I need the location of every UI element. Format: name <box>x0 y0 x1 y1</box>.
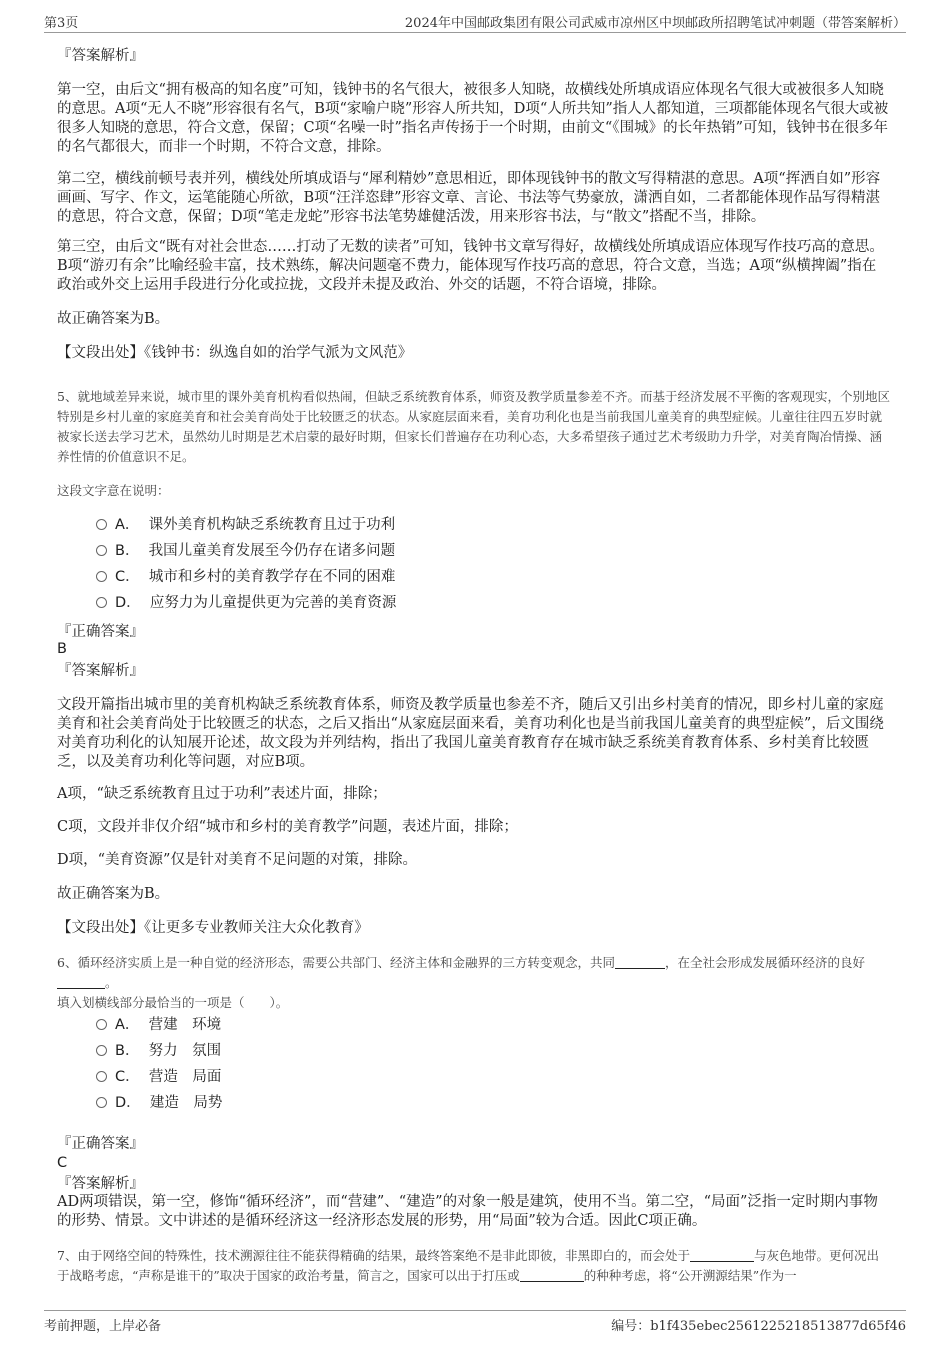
q5-note-c: C项，文段并非仅介绍“城市和乡村的美育教学”问题，表述片面，排除； <box>57 819 518 835</box>
q4-analysis-label: 『答案解析』 <box>57 48 144 64</box>
q5-answer: B <box>57 641 67 657</box>
radio-icon[interactable] <box>96 571 107 582</box>
radio-icon[interactable] <box>96 1071 107 1082</box>
q6-stem: 6、循环经济实质上是一种自觉的经济形态，需要公共部门、经济主体和金融界的三方转变观念，共同 ，在全社会形成发展循环经济的良好。 <box>57 955 865 990</box>
source-label: 【文段出处】 <box>57 920 144 936</box>
q5-analysis: 文段开篇指出城市里的美育机构缺乏系统教育体系，师资及教学质量也参差不齐，随后又引出乡村美育的情况，即乡村儿童的家庭美育和社会美育尚处于比较匮乏的状态，之后又指出“从家庭层面来看，美育功利化也是当前我国儿童美育的典型症候”，后文围绕对美育功利化的认知展开论述，故文段为并列结构，指出了我国儿童美育教育存在城市缺乏系统美育教育体系、乡村美育比较匮乏，以及美育功利化等问题，对应B项。 <box>57 697 884 770</box>
q5-option-b[interactable]: B． 我国儿童美育发展至今仍存在诸多问题 <box>96 540 395 562</box>
q4-source <box>57 344 890 363</box>
q5-note-d: D项，“美育资源”仅是针对美育不足问题的对策，排除。 <box>57 852 417 868</box>
q5-question: 这段文字意在说明： <box>57 483 170 498</box>
page-number: 第3页 <box>44 16 79 31</box>
radio-icon[interactable] <box>96 1097 107 1108</box>
q5-answer-label: 『正确答案』 <box>57 624 144 640</box>
radio-icon[interactable] <box>96 597 107 608</box>
radio-icon[interactable] <box>96 519 107 530</box>
document-title: 2024年中国邮政集团有限公司武威市凉州区中坝邮政所招聘笔试冲刺题（带答案解析） <box>404 16 906 31</box>
radio-icon[interactable] <box>96 1019 107 1030</box>
source-title: 《钱钟书：纵逸自如的治学气派为文风范》 <box>144 345 413 361</box>
q5-conclusion: 故正确答案为B。 <box>57 886 170 902</box>
q6-analysis-label: 『答案解析』 <box>57 1176 144 1192</box>
page-header <box>44 10 906 33</box>
q6-answer: C <box>57 1155 68 1171</box>
q5-note-a: A项，“缺乏系统教育且过于功利”表述片面，排除； <box>57 786 387 802</box>
source-title: 《让更多专业教师关注大众化教育》 <box>144 920 369 936</box>
q7-stem: 7、由于网络空间的特殊性，技术溯源往往不能获得精确的结果，最终答案绝不是非此即彼，非黑即白的，而会处于 与灰色地带。更何况出于战略考虑，“声称是谁干的”取决于国家的政治考量，简言之，国家可以出于打压或 的种种考虑，将“公开溯源结果”作为一 <box>57 1248 879 1283</box>
q6-option-c[interactable]: C． 营造 局面 <box>96 1066 221 1088</box>
q6-option-a[interactable]: A． 营建 环境 <box>96 1014 221 1036</box>
q6-option-b[interactable]: B． 努力 氛围 <box>96 1040 221 1062</box>
fill-blank-1 <box>690 1247 754 1262</box>
fill-blank-2 <box>57 974 105 989</box>
footer-slogan: 考前押题，上岸必备 <box>44 1319 162 1334</box>
q5-option-d[interactable]: D． 应努力为儿童提供更为完善的美育资源 <box>96 592 396 614</box>
radio-icon[interactable] <box>96 1045 107 1056</box>
q4-analysis-para-1: 第一空，由后文“拥有极高的知名度”可知，钱钟书的名气很大，被很多人知晓，故横线处所填成语应体现名气很大或被很多人知晓的意思。A项“无人不晓”形容很有名气，B项“家喻户晓”形容人所共知，D项“人所共知”指人人都知道，三项都能体现名气很大或被很多人知晓的意思，符合文意，保留；C项“名噪一时”指名声传扬于一个时期，由前文“《围城》的长年热销”可知，钱钟书在很多年的名气都很大，而非一个时期，不符合文意，排除。 <box>57 82 889 155</box>
document-id: 编号：b1f435ebec2561225218513877d65f46 <box>611 1319 906 1334</box>
radio-icon[interactable] <box>96 545 107 556</box>
q5-stem: 5、就地域差异来说，城市里的课外美育机构看似热闹，但缺乏系统教育体系，师资及教学质量参差不齐。而基于经济发展不平衡的客观现实，个别地区特别是乡村儿童的家庭美育和社会美育尚处于比较匮乏的状态。从家庭层面来看，美育功利化也是当前我国儿童美育的典型症候。儿童往往四五岁时就被家长送去学习艺术，虽然幼儿时期是艺术启蒙的最好时期，但家长们普遍存在功利心态，大多希望孩子通过艺术考级助力升学，对美育陶冶情操、涵养性情的价值意识不足。 <box>57 389 890 464</box>
q6-question: 填入划横线部分最恰当的一项是（ ）。 <box>57 995 289 1010</box>
fill-blank-1 <box>615 954 665 969</box>
q4-analysis-para-3: 第三空，由后文“既有对社会世态……打动了无数的读者”可知，钱钟书文章写得好，故横线处所填成语应体现写作技巧高的意思。B项“游刃有余”比喻经验丰富，技术熟练，解决问题毫不费力，能体现写作技巧高的意思，符合文意，当选；A项“纵横捭阖”指在政治或外交上运用手段进行分化或拉拢，文段并未提及政治、外交的话题，不符合语境，排除。 <box>57 239 884 293</box>
q5-option-a[interactable]: A． 课外美育机构缺乏系统教育且过于功利 <box>96 514 395 536</box>
q6-analysis: AD两项错误，第一空，修饰“循环经济”，而“营建”、“建造”的对象一般是建筑，使用不当。第二空，“局面”泛指一定时期内事物的形势、情景。文中讲述的是循环经济这一经济形态发展的形势，用“局面”较为合适。因此C项正确。 <box>57 1194 878 1229</box>
q5-option-c[interactable]: C． 城市和乡村的美育教学存在不同的困难 <box>96 566 395 588</box>
q5-analysis-label: 『答案解析』 <box>57 663 144 679</box>
q4-analysis-para-2: 第二空，横线前顿号表并列，横线处所填成语与“犀利精妙”意思相近，即体现钱钟书的散文写得精湛的意思。A项“挥洒自如”形容画画、写字、作文，运笔能随心所欲，B项“汪洋恣肆”形容文章、言论、书法等气势豪放，潇洒自如，二者都能体现作品写得精湛的意思，符合文意，保留；D项“笔走龙蛇”形容书法笔势雄健活泼，用来形容书法，与“散文”搭配不当，排除。 <box>57 171 881 225</box>
q5-source <box>57 919 890 938</box>
q4-conclusion: 故正确答案为B。 <box>57 311 170 327</box>
q6-option-d[interactable]: D． 建造 局势 <box>96 1092 222 1114</box>
fill-blank-2 <box>520 1267 584 1282</box>
q6-answer-label: 『正确答案』 <box>57 1136 144 1152</box>
page-footer <box>44 1310 906 1337</box>
source-label: 【文段出处】 <box>57 345 144 361</box>
